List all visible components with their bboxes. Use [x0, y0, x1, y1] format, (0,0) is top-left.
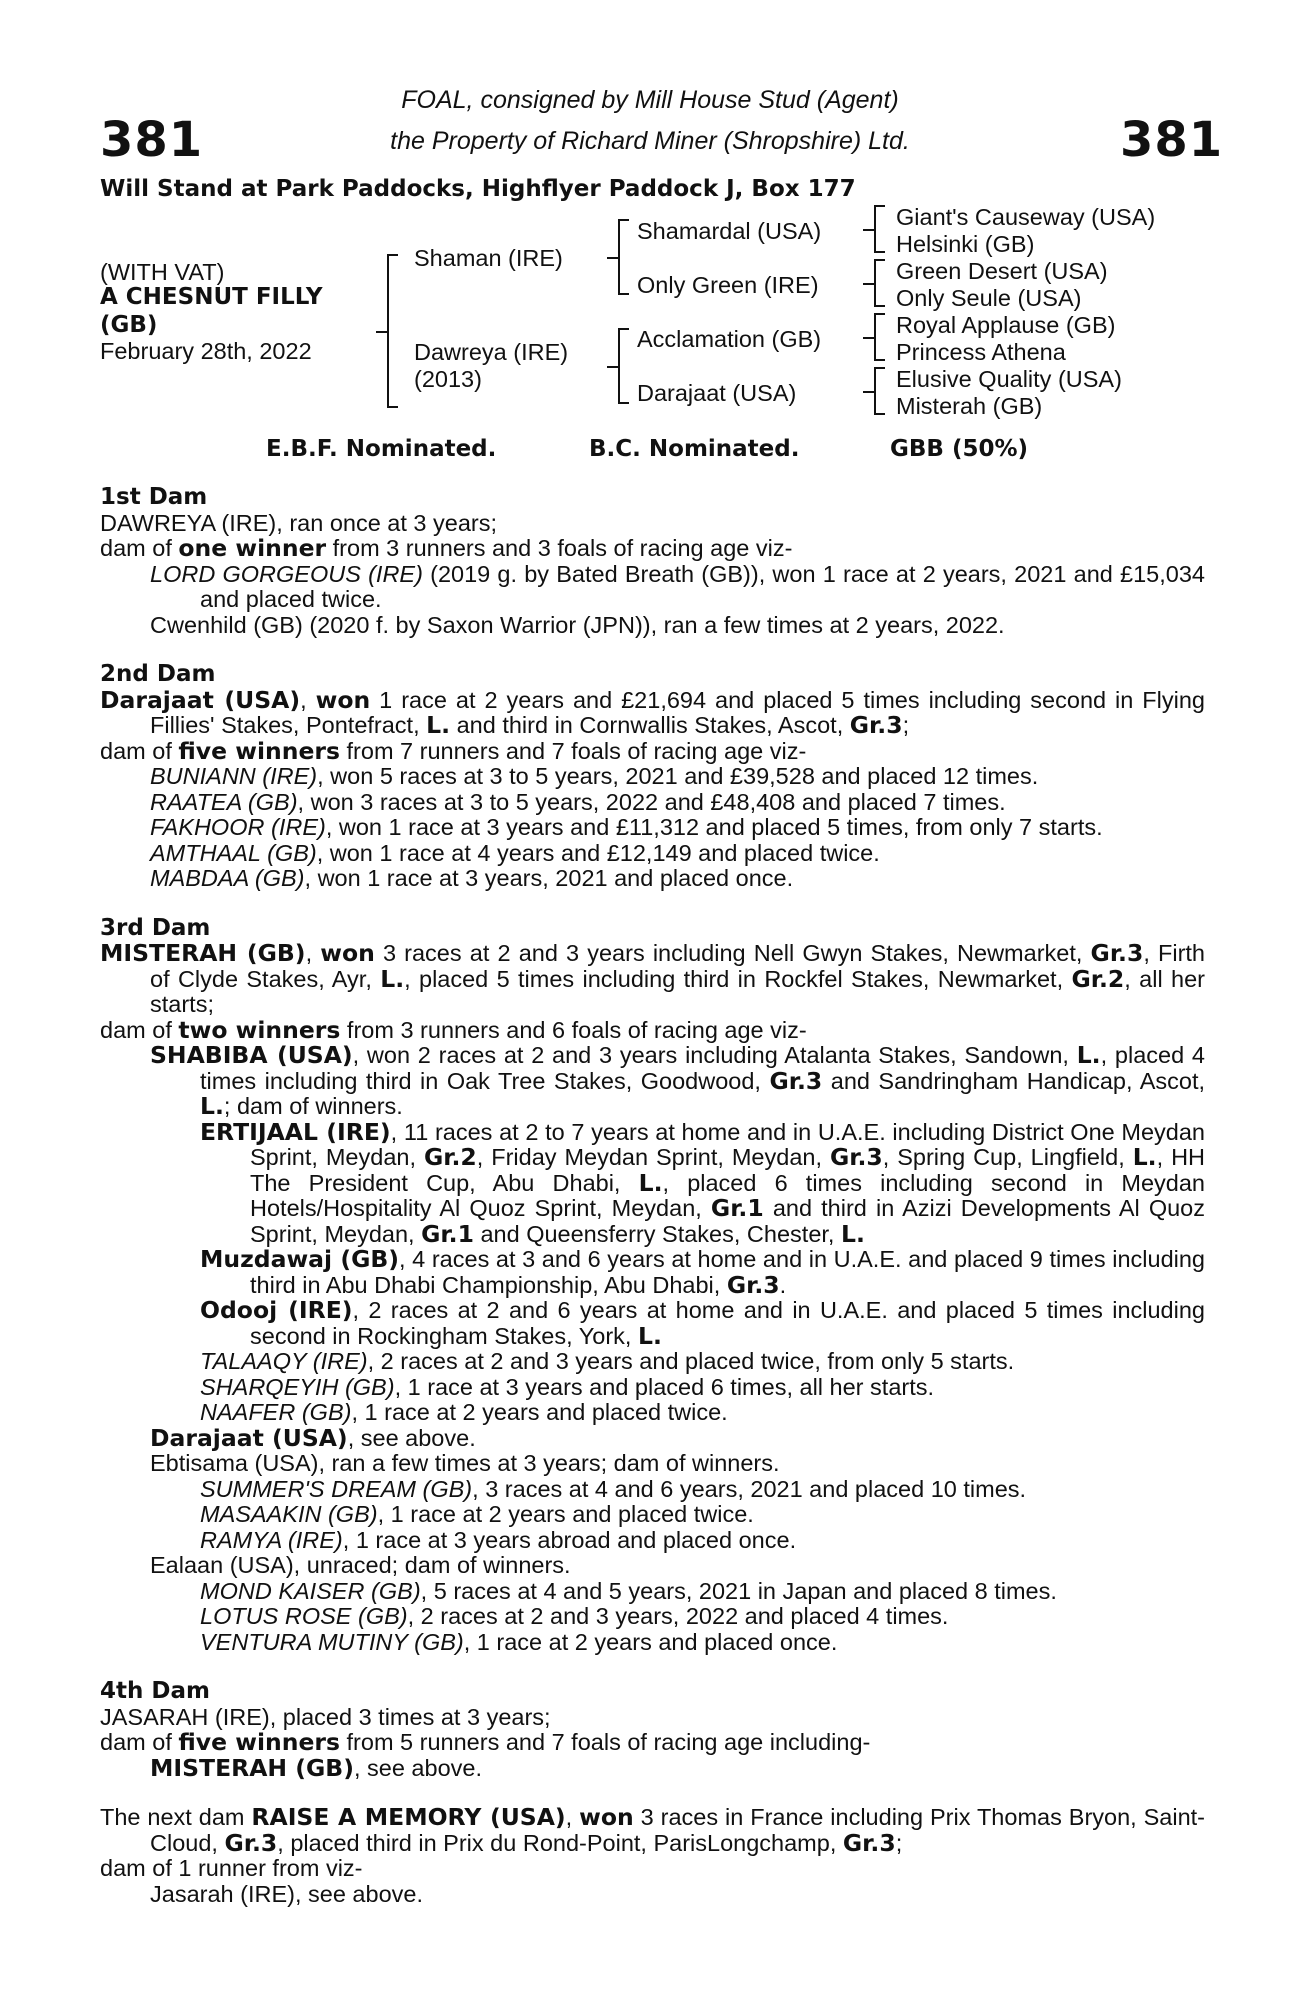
- horse-name-country: (GB): [100, 312, 158, 338]
- third-dam-foal-shabiba: SHABIBA (USA), won 2 races at 2 and 3 years including Atalanta Stakes, Sandown, L., placed 4 times including third in Oak Tree Stakes, Goodwood, Gr.3 and Sandringham Handicap, Ascot, L.; dam of winners.: [150, 1041, 1206, 1120]
- second-dam-produce-summary: dam of five winners from 7 runners and 7 foals of racing age viz-: [100, 736, 807, 765]
- fourth-dam-line: JASARAH (IRE), placed 3 times at 3 years;: [100, 1703, 551, 1730]
- gg-6: Princess Athena: [896, 339, 1066, 365]
- horse-name: A CHESNUT FILLY: [100, 284, 323, 310]
- grandfoal-masaakin: MASAAKIN (GB), 1 race at 2 years and placed twice.: [200, 1501, 754, 1527]
- pedigree-brace-3d: [874, 367, 876, 415]
- next-dam-produce-summary: dam of 1 runner from viz-: [100, 1855, 363, 1881]
- bc-nomination: B.C. Nominated.: [589, 436, 800, 462]
- grandfoal-mond-kaiser: MOND KAISER (GB), 5 races at 4 and 5 years, 2021 in Japan and placed 8 times.: [200, 1577, 1057, 1604]
- grandfoal-ertijaal: ERTIJAAL (IRE), 11 races at 2 to 7 years at home and in U.A.E. including District One Meydan Sprint, Meydan, Gr.2, Friday Meydan Sprint, Meydan, Gr.3, Spring Cup, Lingfield, L., HH The President Cup, Abu Dhabi, L., placed 6 times including second in Meydan Hotels/Hospitality Al Quoz Sprint, Meydan, Gr.1 and third in Azizi Developments Al Quoz Sprint, Meydan, Gr.1 and Queensferry Stakes, Chester, L.: [200, 1117, 1206, 1248]
- ebf-nomination: E.B.F. Nominated.: [266, 436, 497, 462]
- pedigree-brace-3a: [874, 205, 876, 253]
- dam-year: (2013): [414, 366, 482, 392]
- second-dam-record: Darajaat (USA), won 1 race at 2 years and £21,694 and placed 5 times including second in Flying Fillies' Stakes, Pontefract, L. and third in Cornwallis Stakes, Ascot, Gr.3;: [100, 685, 1205, 739]
- stand-location: Will Stand at Park Paddocks, Highflyer Paddock J, Box 177: [100, 176, 856, 202]
- gg-8: Misterah (GB): [896, 393, 1043, 419]
- gg-1: Giant's Causeway (USA): [896, 204, 1156, 230]
- fourth-dam-foal-1: MISTERAH (GB), see above.: [150, 1753, 482, 1782]
- next-dam-record: The next dam RAISE A MEMORY (USA), won 3 races in France including Prix Thomas Bryon, Saint-Cloud, Gr.3, placed third in Prix du Rond-Point, ParisLongchamp, Gr.3;: [100, 1803, 1206, 1857]
- grandfoal-ventura-mutiny: VENTURA MUTINY (GB), 1 race at 2 years and placed once.: [200, 1628, 838, 1655]
- grandfoal-sharqeyih: SHARQEYIH (GB), 1 race at 3 years and placed 6 times, all her starts.: [200, 1373, 935, 1400]
- first-dam-foal-2: Cwenhild (GB) (2020 f. by Saxon Warrior (JPN)), ran a few times at 2 years, 2022.: [150, 611, 1005, 638]
- third-dam-record: MISTERAH (GB), won 3 races at 2 and 3 years including Nell Gwyn Stakes, Newmarket, Gr.3, Firth of Clyde Stakes, Ayr, L., placed 5 times including third in Rockfel Stakes, Newmarket, Gr.2, all her starts;: [100, 939, 1206, 1017]
- vat-note: (WITH VAT): [100, 259, 225, 285]
- gg-5: Royal Applause (GB): [896, 312, 1116, 338]
- second-dam-foal-4: AMTHAAL (GB), won 1 race at 4 years and £12,149 and placed twice.: [150, 839, 880, 866]
- second-dam-foal-1: BUNIANN (IRE), won 5 races at 3 to 5 years, 2021 and £39,528 and placed 12 times.: [150, 763, 1039, 789]
- catalogue-body: [100, 485, 1205, 1907]
- pedigree-brace-3b: [874, 259, 876, 307]
- dam-sire: Acclamation (GB): [637, 326, 822, 352]
- third-dam-heading: 3rd Dam: [100, 914, 211, 941]
- sire: Shaman (IRE): [414, 245, 563, 271]
- grandfoal-talaaqy: TALAAQY (IRE), 2 races at 2 and 3 years and placed twice, from only 5 starts.: [200, 1348, 1015, 1374]
- second-dam-foal-3: FAKHOOR (IRE), won 1 race at 3 years and £11,312 and placed 5 times, from only 7 starts.: [150, 814, 1103, 840]
- sire-dam: Only Green (IRE): [637, 272, 819, 298]
- lot-number-right: 381: [1120, 112, 1224, 168]
- pedigree-brace-2a: [618, 219, 620, 295]
- grandfoal-ramya: RAMYA (IRE), 1 race at 3 years abroad and placed once.: [200, 1526, 797, 1553]
- pedigree-brace-2b: [618, 328, 620, 404]
- second-dam-foal-2: RAATEA (GB), won 3 races at 3 to 5 years, 2022 and £48,408 and placed 7 times.: [150, 788, 1006, 815]
- pedigree-brace-3c: [874, 313, 876, 361]
- second-dam-foal-5: MABDAA (GB), won 1 race at 3 years, 2021 and placed once.: [150, 865, 794, 891]
- fourth-dam-heading: 4th Dam: [100, 1678, 210, 1704]
- consignor-line: FOAL, consigned by Mill House Stud (Agent): [401, 86, 899, 114]
- sire-sire: Shamardal (USA): [637, 218, 822, 244]
- gg-7: Elusive Quality (USA): [896, 366, 1122, 392]
- grandfoal-summers-dream: SUMMER'S DREAM (GB), 3 races at 4 and 6 years, 2021 and placed 10 times.: [200, 1475, 1027, 1502]
- pedigree-brace-1: [387, 254, 389, 408]
- fourth-dam-produce-summary: dam of five winners from 5 runners and 7 foals of racing age including-: [100, 1728, 871, 1756]
- lot-number-left: 381: [100, 112, 204, 168]
- grandfoal-lotus-rose: LOTUS ROSE (GB), 2 races at 2 and 3 years, 2022 and placed 4 times.: [200, 1603, 949, 1629]
- grandfoal-muzdawaj: Muzdawaj (GB), 4 races at 3 and 6 years at home and in U.A.E. and placed 9 times including third in Abu Dhabi Championship, Abu Dhabi, Gr.3.: [200, 1245, 1205, 1299]
- first-dam-line: DAWREYA (IRE), ran once at 3 years;: [100, 509, 498, 536]
- dam: Dawreya (IRE): [414, 339, 569, 365]
- grandfoal-odooj: Odooj (IRE), 2 races at 2 and 6 years at home and in U.A.E. and placed 5 times including second in Rockingham Stakes, York, L.: [200, 1296, 1205, 1350]
- property-line: the Property of Richard Miner (Shropshire) Ltd.: [390, 127, 910, 155]
- third-dam-foal-ealaan: Ealaan (USA), unraced; dam of winners.: [150, 1552, 571, 1578]
- grandfoal-naafer: NAAFER (GB), 1 race at 2 years and placed twice.: [200, 1399, 728, 1425]
- date-of-birth: February 28th, 2022: [100, 338, 312, 364]
- gg-4: Only Seule (USA): [896, 285, 1082, 311]
- gbb-status: GBB (50%): [890, 436, 1029, 462]
- third-dam-foal-darajaat: Darajaat (USA), see above.: [150, 1423, 476, 1452]
- second-dam-heading: 2nd Dam: [100, 661, 216, 687]
- dam-dam: Darajaat (USA): [637, 380, 797, 406]
- first-dam-produce-summary: dam of one winner from 3 runners and 3 foals of racing age viz-: [100, 534, 793, 562]
- gg-3: Green Desert (USA): [896, 258, 1108, 284]
- first-dam-heading: 1st Dam: [100, 484, 208, 510]
- next-dam-foal-1: Jasarah (IRE), see above.: [150, 1880, 423, 1907]
- first-dam-foal-1: LORD GORGEOUS (IRE) (2019 g. by Bated Breath (GB)), won 1 race at 2 years, 2021 and £15,034 and placed twice.: [150, 560, 1205, 612]
- gg-2: Helsinki (GB): [896, 231, 1035, 257]
- third-dam-foal-ebtisama: Ebtisama (USA), ran a few times at 3 years; dam of winners.: [150, 1450, 780, 1476]
- third-dam-produce-summary: dam of two winners from 3 runners and 6 foals of racing age viz-: [100, 1015, 807, 1044]
